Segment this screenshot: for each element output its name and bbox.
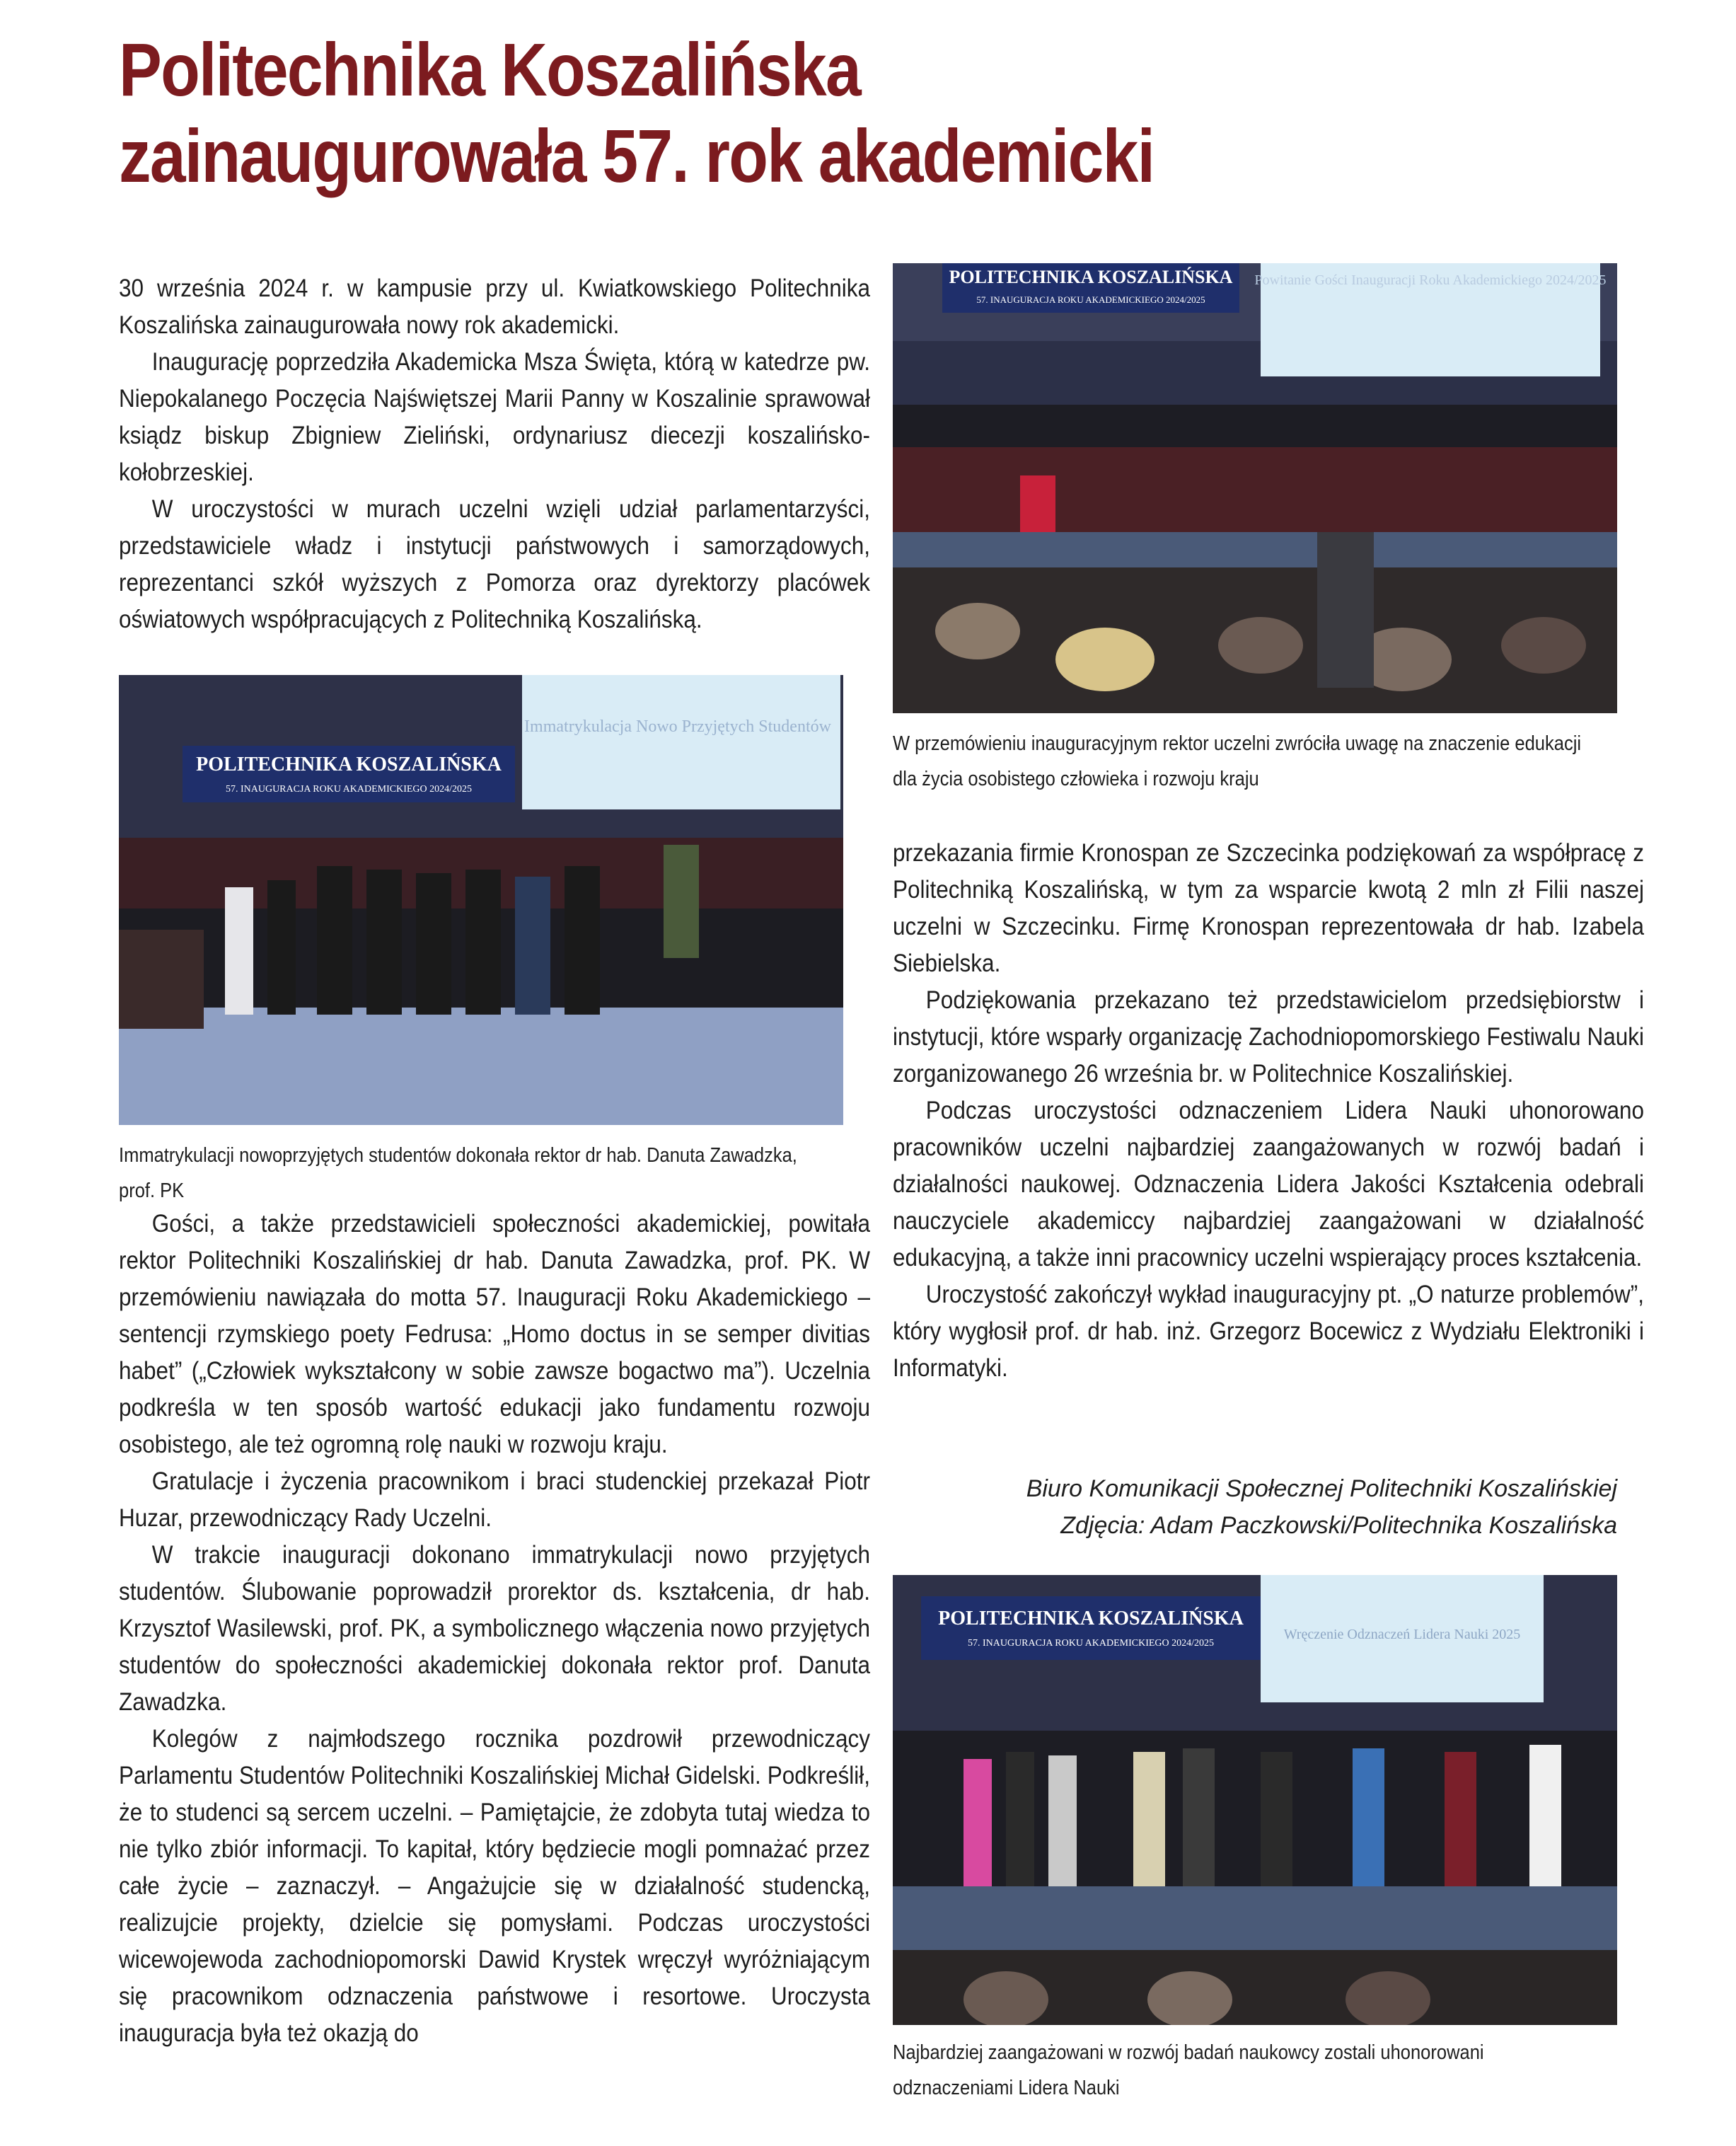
- title-line-1: Politechnika Koszalińska: [119, 28, 860, 112]
- paragraph: 30 września 2024 r. w kampusie przy ul. Kwiatkowskiego Politechnika Koszalińska zainaugurowała nowy rok akademicki.: [119, 275, 870, 339]
- banner-sub: 57. INAUGURACJA ROKU AKADEMICKIEGO 2024/2025: [967, 1638, 1215, 1649]
- paragraph: Uroczystość zakończył wykład inauguracyjny pt. „O naturze problemów”, który wygłosił prof. dr hab. inż. Grzegorz Bocewicz z Wydziału Elektroniki i Informatyki.: [893, 1281, 1644, 1382]
- paragraph: Inaugurację poprzedziła Akademicka Msza Święta, którą w katedrze pw. Niepokalanego Poczęcia Najświętszej Marii Panny w Koszalinie sprawował ksiądz biskup Zbigniew Zieliński, ordynariusz diecezji koszalińsko-kołobrzeskiej.: [119, 348, 871, 486]
- photo-science-leader-awards: [893, 1575, 1617, 2025]
- screen-text: Powitanie Gości Inauguracji Roku Akademickiego 2024/2025: [1254, 272, 1607, 288]
- credits: [893, 1470, 1617, 1544]
- paragraph: W uroczystości w murach uczelni wzięli udział parlamentarzyści, przedstawiciele władz i instytucji państwowych i samorządowych, reprezentanci szkół wyższych z Pomorza oraz dyrektorzy placówek oświatowych współpracujących z Politechniką Koszalińską.: [119, 495, 871, 633]
- caption-left: Immatrykulacji nowoprzyjętych studentów dokonała rektor dr hab. Danuta Zawadzka, prof. PK: [119, 1144, 797, 1202]
- paragraph: Podczas uroczystości odznaczeniem Lidera Nauki uhonorowano pracowników uczelni najbardziej zaangażowanych w rozwój badań i działalności naukowej. Odznaczenia Lidera Jakości Kształcenia odebrali nauczyciele akademiccy najbardziej zaangażowani w działalność edukacyjną, a także inni pracownicy uczelni wspierający proces kształcenia.: [893, 1097, 1644, 1271]
- paragraph: przekazania firmie Kronospan ze Szczecinka podziękowań za współpracę z Politechniką Koszalińską, w tym za wsparcie kwotą 2 mln zł Filii naszej uczelni w Szczecinku. Firmę Kronospan reprezentowała dr hab. Izabela Siebielska.: [893, 839, 1644, 977]
- title-line-2: zainaugurowała 57. rok akademicki: [119, 115, 1155, 198]
- photo-matriculation: [119, 675, 843, 1125]
- paragraph: Gości, a także przedstawicieli społeczności akademickiej, powitała rektor Politechniki Koszalińskiej dr hab. Danuta Zawadzka, prof. PK. W przemówieniu nawiązała do motta 57. Inauguracji Roku Akademickiego – sentencji rzymskiego poety Fedrusa: „Homo doctus in se semper divitias habet” („Człowiek wykształcony w sobie zawsze bogactwo ma”). Uczelnia podkreśla w ten sposób wartość edukacji jako fundamentu rozwoju osobistego, ale też ogromną rolę nauki w rozwoju kraju.: [119, 1210, 871, 1458]
- caption-top-right: W przemówieniu inauguracyjnym rektor uczelni zwróciła uwagę na znaczenie edukacji dla życia osobistego człowieka i rozwoju kraju: [893, 732, 1582, 790]
- credits-line-2: Zdjęcia: Adam Paczkowski/Politechnika Koszalińska: [1060, 1512, 1617, 1539]
- screen-text: Immatrykulacja Nowo Przyjętych Studentów: [524, 717, 831, 736]
- credits-line-1: Biuro Komunikacji Społecznej Politechniki Koszalińskiej: [1026, 1475, 1617, 1502]
- paragraph: Gratulacje i życzenia pracownikom i braci studenckiej przekazał Piotr Huzar, przewodniczący Rady Uczelni.: [119, 1467, 871, 1532]
- banner-sub: 57. INAUGURACJA ROKU AKADEMICKIEGO 2024/2025: [225, 784, 473, 795]
- caption-bottom-right: Najbardziej zaangażowani w rozwój badań naukowcy zostali uhonorowani odznaczeniami Lidera Nauki: [893, 2041, 1484, 2099]
- banner-text: POLITECHNIKA KOSZALIŃSKA: [196, 754, 502, 775]
- paragraph: Kolegów z najmłodszego rocznika pozdrowił przewodniczący Parlamentu Studentów Politechniki Koszalińskiej Michał Gidelski. Podkreślił, że to studenci są sercem uczelni. – Pamiętajcie, że zdobyta tutaj wiedza to nie tylko zbiór informacji. To kapitał, który będziecie mogli pomnażać przez całe życie – zaznaczył. – Angażujcie się w działalność studencką, realizujcie projekty, dzielcie się pomysłami. Podczas uroczystości wicewojewoda zachodniopomorski Dawid Krystek wręczył wyróżniającym się pracownikom odznaczenia państwowe i resortowe. Uroczysta inauguracja była też okazją do: [119, 1725, 871, 2047]
- screen-text: Wręczenie Odznaczeń Lidera Nauki 2025: [1283, 1627, 1521, 1642]
- photo-inauguration-speech: [893, 263, 1617, 713]
- right-text: [893, 835, 1644, 1387]
- paragraph: W trakcie inauguracji dokonano immatrykulacji nowo przyjętych studentów. Ślubowanie poprowadził prorektor ds. kształcenia, dr hab. Krzysztof Wasilewski, prof. PK, a symbolicznego włączenia nowo przyjętych studentów do społeczności akademickiej dokonała rektor prof. Danuta Zawadzka.: [119, 1541, 871, 1716]
- left-text-bottom: [119, 1206, 870, 2052]
- banner-text: POLITECHNIKA KOSZALIŃSKA: [938, 1608, 1244, 1629]
- left-text-top: [119, 270, 870, 638]
- paragraph: Podziękowania przekazano też przedstawicielom przedsiębiorstw i instytucji, które wsparły organizację Zachodniopomorskiego Festiwalu Nauki zorganizowanego 26 września br. w Politechnice Koszalińskiej.: [893, 986, 1644, 1088]
- banner-text: POLITECHNIKA KOSZALIŃSKA: [949, 267, 1233, 287]
- article-title: [119, 27, 1153, 200]
- banner-sub: 57. INAUGURACJA ROKU AKADEMICKIEGO 2024/2025: [976, 294, 1205, 305]
